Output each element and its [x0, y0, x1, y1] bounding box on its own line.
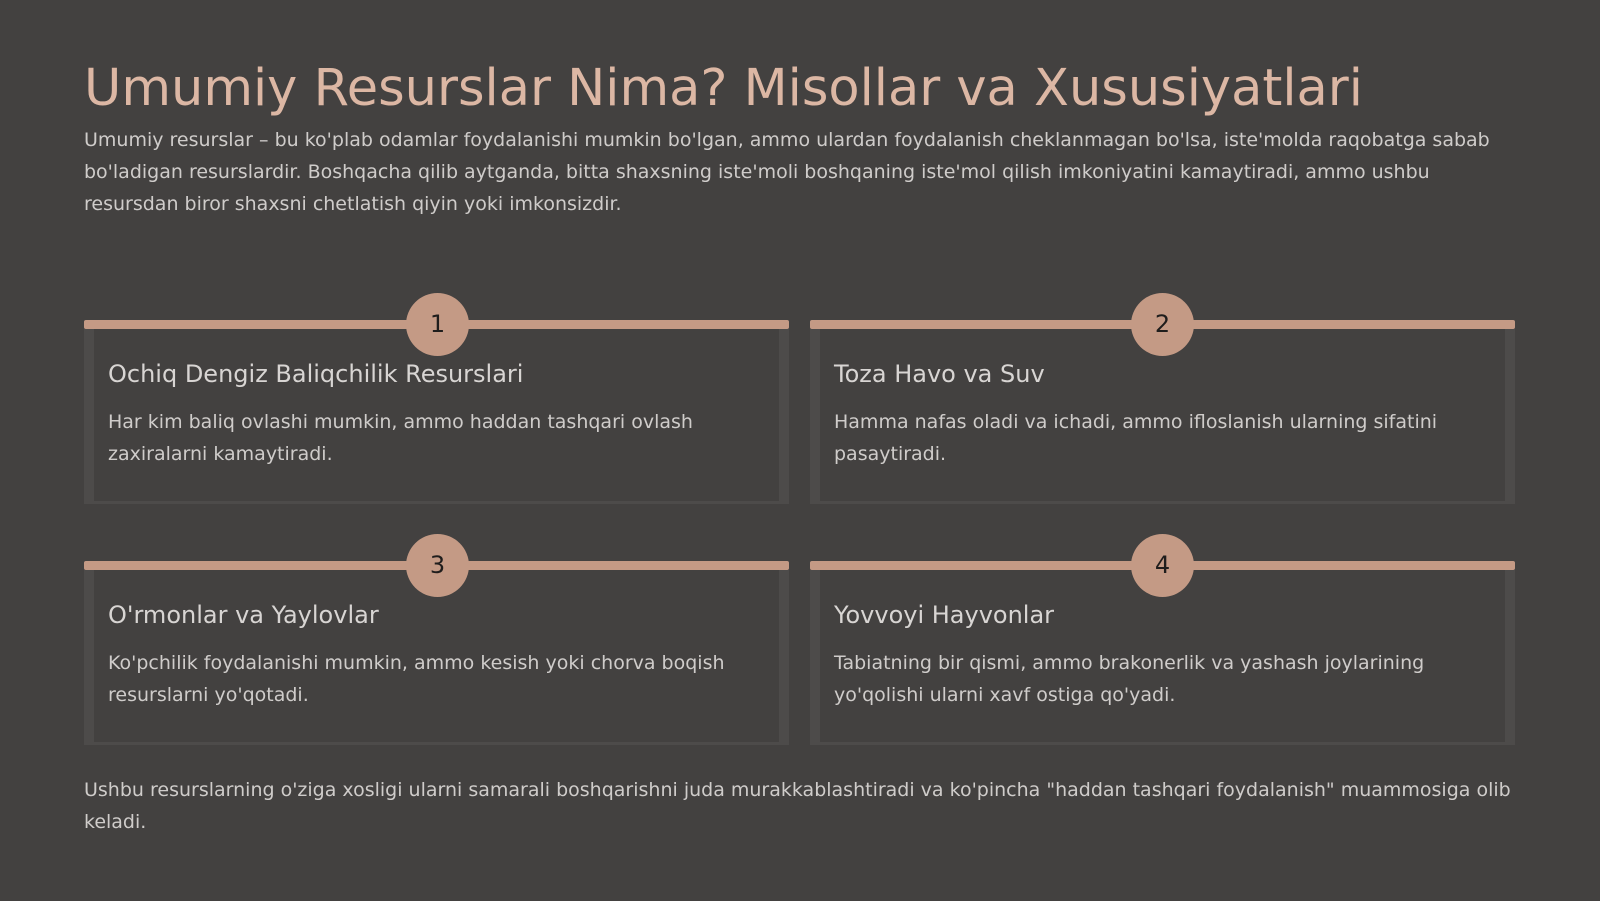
card-number-badge: 4 [1131, 534, 1194, 597]
card-number-badge: 2 [1131, 293, 1194, 356]
card-title: Toza Havo va Suv [834, 360, 1045, 388]
page-title: Umumiy Resurslar Nima? Misollar va Xususiyatlari [84, 59, 1363, 118]
card-number-badge: 1 [406, 293, 469, 356]
intro-paragraph: Umumiy resurslar – bu ko'plab odamlar foydalanishi mumkin bo'lgan, ammo ulardan foydalanish cheklanmagan bo'lsa, iste'molda raqobatga sabab bo'ladigan resurslardir. Boshqacha qilib aytganda, bitta shaxsning iste'moli boshqaning iste'mol qilish imkoniyatini kamaytiradi, ammo ushbu resursdan biror shaxsni chetlatish qiyin yoki imkonsizdir. [84, 129, 1490, 215]
example-card-4 [810, 531, 1515, 721]
example-card-1 [84, 290, 789, 480]
card-number-badge: 3 [406, 534, 469, 597]
example-card-2 [810, 290, 1515, 480]
card-description: Ko'pchilik foydalanishi mumkin, ammo kesish yoki chorva boqish resurslarni yo'qotadi. [108, 652, 725, 706]
card-description: Har kim baliq ovlashi mumkin, ammo haddan tashqari ovlash zaxiralarni kamaytiradi. [108, 411, 693, 465]
example-card-3 [84, 531, 789, 721]
card-title: Yovvoyi Hayvonlar [834, 601, 1055, 629]
footer-paragraph: Ushbu resurslarning o'ziga xosligi ularni samarali boshqarishni juda murakkablashtiradi va ko'pincha "haddan tashqari foydalanish" muammosiga olib keladi. [84, 779, 1511, 833]
card-description: Hamma nafas oladi va ichadi, ammo ifloslanish ularning sifatini pasaytiradi. [834, 411, 1438, 465]
card-title: O'rmonlar va Yaylovlar [108, 601, 379, 629]
card-title: Ochiq Dengiz Baliqchilik Resurslari [108, 360, 524, 388]
card-description: Tabiatning bir qismi, ammo brakonerlik va yashash joylarining yo'qolishi ularni xavf ostiga qo'yadi. [834, 652, 1425, 706]
